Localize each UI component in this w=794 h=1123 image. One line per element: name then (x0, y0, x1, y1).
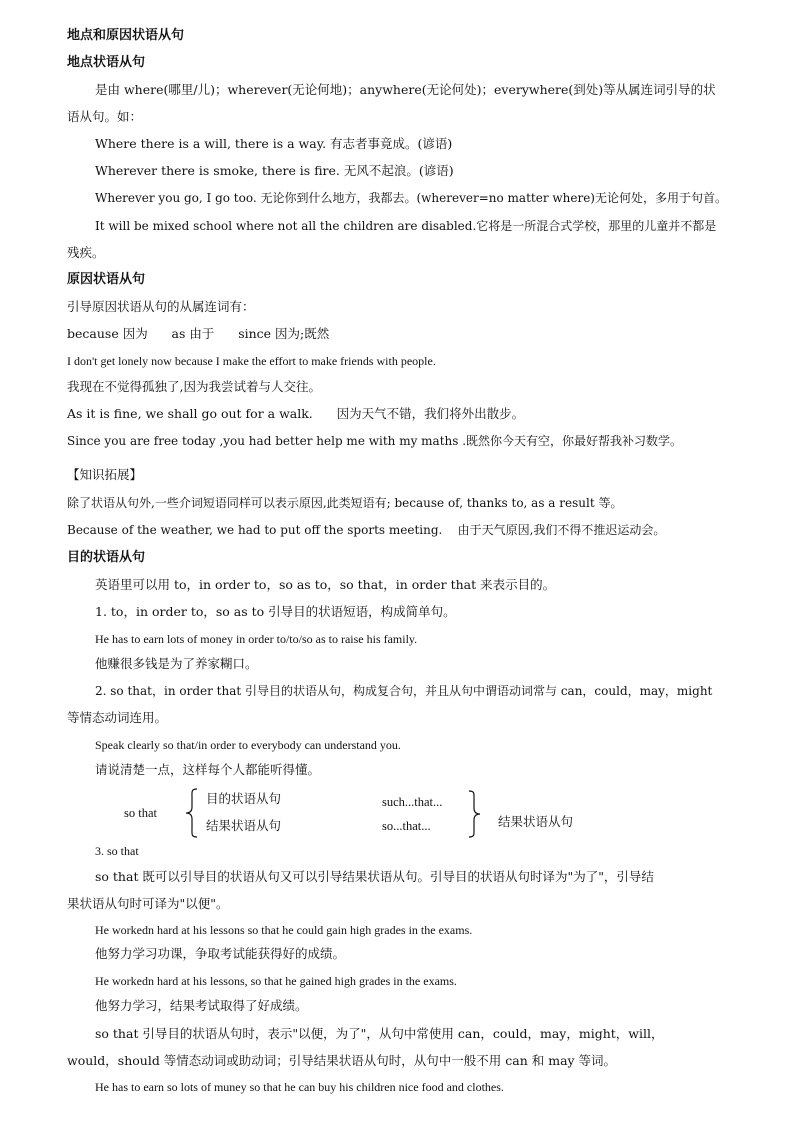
paragraph-line: so that 既可以引导目的状语从句又可以引导结果状语从句。引导目的状语从句时译为"为了"，引导结 (95, 869, 654, 884)
left-brace-icon (185, 788, 199, 838)
translation-line: 他努力学习，结果考试取得了好成绩。 (95, 998, 308, 1013)
section-heading-purpose: 目的状语从句 (67, 550, 146, 565)
paragraph-line: 语从句。如： (67, 109, 143, 124)
example-line: I don't get lonely now because I make the effort to make friends with people. (67, 354, 436, 368)
example-line: Because of the weather, we had to put off the sports meeting. 由于天气原因,我们不得不推迟运动会。 (67, 523, 666, 537)
list-item: 1. to，in order to，so as to 引导目的状语短语，构成简单句。 (95, 604, 456, 619)
right-brace-icon (467, 790, 481, 838)
example-line: As it is fine, we shall go out for a walk. 因为天气不错，我们将外出散步。 (67, 406, 525, 421)
conjunction-list: because 因为 as 由于 since 因为;既然 (67, 326, 330, 341)
diagram-right-result: 结果状语从句 (498, 814, 574, 829)
example-line: Speak clearly so that/in order to everybody can understand you. (95, 738, 401, 752)
example-line: Wherever you go, I go too. 无论你到什么地方，我都去。(wherever=no matter where)无论何处，多用于句首。 (95, 191, 727, 205)
translation-line: 他赚很多钱是为了养家糊口。 (95, 656, 258, 671)
list-item: 3. so that (95, 844, 139, 858)
paragraph-line: 果状语从句时可译为"以便"。 (67, 896, 229, 911)
example-line: It will be mixed school where not all the children are disabled.它将是一所混合式学校，那里的儿童并不都是 (95, 219, 717, 233)
translation-line: 请说清楚一点，这样每个人都能听得懂。 (95, 762, 321, 777)
paragraph-line: 英语里可以用 to，in order to，so as to，so that，in order that 来表示目的。 (95, 577, 556, 592)
diagram-left-branch-1: 目的状语从句 (206, 791, 282, 806)
example-line: He workedn hard at his lessons so that he could gain high grades in the exams. (95, 923, 473, 937)
translation-line: 我现在不觉得孤独了,因为我尝试着与人交往。 (67, 379, 321, 394)
paragraph-line: 残疾。 (67, 245, 105, 260)
paragraph-line: 等情态动词连用。 (67, 710, 168, 725)
example-line: Where there is a will, there is a way. 有志者事竟成。(谚语) (95, 136, 453, 151)
example-line: He workedn hard at his lessons, so that he gained high grades in the exams. (95, 974, 457, 988)
so-that-diagram (0, 786, 794, 840)
paragraph-line: 除了状语从句外,一些介词短语同样可以表示原因,此类短语有; because of, thanks to, as a result 等。 (67, 496, 623, 510)
paragraph-line: 是由 where(哪里/儿)；wherever(无论何地)；anywhere(无论何处)；everywhere(到处)等从属连词引导的状 (95, 82, 716, 97)
translation-line: 他努力学习功课，争取考试能获得好的成绩。 (95, 946, 346, 961)
knowledge-extension-heading: 【知识拓展】 (67, 467, 143, 482)
paragraph-line: 引导原因状语从句的从属连词有： (67, 299, 255, 314)
diagram-right-term-2: so...that... (382, 819, 431, 833)
example-line: Since you are free today ,you had better help me with my maths .既然你今天有空，你最好帮我补习数学。 (67, 434, 683, 448)
doc-title: 地点和原因状语从句 (67, 28, 185, 43)
section-heading-place: 地点状语从句 (67, 55, 146, 70)
example-line: Wherever there is smoke, there is fire. 无风不起浪。(谚语) (95, 163, 454, 178)
diagram-left-term: so that (124, 806, 157, 820)
diagram-left-branch-2: 结果状语从句 (206, 818, 282, 833)
diagram-right-term-1: such...that... (382, 795, 443, 809)
paragraph-line: so that 引导目的状语从句时，表示"以便，为了"，从句中常使用 can，could，may，might，will， (95, 1026, 664, 1041)
section-heading-reason: 原因状语从句 (67, 272, 146, 287)
list-item: 2. so that，in order that 引导目的状语从句，构成复合句，并且从句中谓语动词常与 can，could，may，might (95, 684, 713, 698)
paragraph-line: would，should 等情态动词或助动词；引导结果状语从句时，从句中一般不用 can 和 may 等词。 (67, 1053, 617, 1068)
example-line: He has to earn lots of money in order to/to/so as to raise his family. (95, 632, 418, 646)
example-line: He has to earn so lots of muney so that he can buy his children nice food and clothes. (95, 1080, 504, 1094)
